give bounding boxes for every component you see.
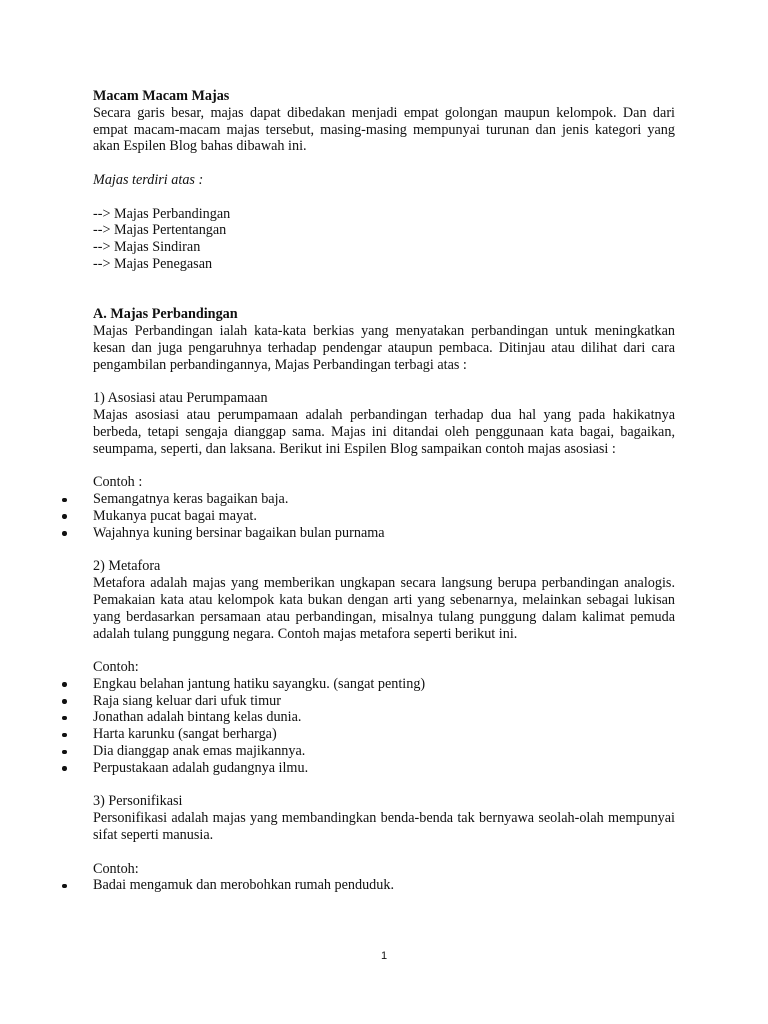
subsection-heading: 3) Personifikasi	[93, 793, 183, 810]
subsection-paragraph: Majas asosiasi atau perumpamaan adalah perbandingan terhadap dua hal yang pada hakikatnya berbeda, tetapi sengaja dianggap sama. Majas ini ditandai oleh penggunaan kata bagai, bagaikan, seumpama, seperti, dan laksana. Berikut ini Espilen Blog sampaikan contoh majas asosiasi :	[93, 407, 675, 457]
subsection-heading: 2) Metafora	[93, 558, 161, 575]
list-item	[93, 676, 675, 693]
list-item	[93, 525, 675, 542]
examples-label: Contoh :	[93, 474, 143, 491]
bullet-icon	[62, 531, 67, 536]
example-text: Semangatnya keras bagaikan baja.	[93, 491, 289, 508]
bullet-icon	[62, 733, 67, 738]
example-text: Perpustakaan adalah gudangnya ilmu.	[93, 759, 309, 776]
section-a-heading: A. Majas Perbandingan	[93, 306, 238, 323]
example-text: Engkau belahan jantung hatiku sayangku. (sangat penting)	[93, 675, 426, 692]
examples-label: Contoh:	[93, 659, 139, 676]
list-item	[93, 760, 675, 777]
example-text: Mukanya pucat bagai mayat.	[93, 507, 257, 524]
example-text: Raja siang keluar dari ufuk timur	[93, 692, 281, 709]
document-body	[93, 88, 675, 894]
bullet-icon	[62, 514, 67, 519]
subsection-heading: 1) Asosiasi atau Perumpamaan	[93, 390, 268, 407]
example-text: Wajahnya kuning bersinar bagaikan bulan purnama	[93, 524, 385, 541]
examples-list	[93, 676, 675, 777]
subsection-paragraph: Metafora adalah majas yang memberikan ungkapan secara langsung berupa perbandingan analogis. Pemakaian kata atau kelompok kata bukan dengan arti yang sebenarnya, melainkan sebagai lukisan yang berdasarkan persamaan atau perbandingan, misalnya tulang punggung dalam kalimat pemuda adalah tulang punggung negara. Contoh majas metafora seperti berikut ini.	[93, 575, 675, 642]
examples-list	[93, 877, 675, 894]
list-item	[93, 693, 675, 710]
list-item	[93, 491, 675, 508]
list-item	[93, 877, 675, 894]
majas-list-item: --> Majas Sindiran	[93, 239, 201, 256]
majas-list-item: --> Majas Perbandingan	[93, 205, 231, 222]
examples-list	[93, 491, 675, 541]
list-item	[93, 709, 675, 726]
example-text: Harta karunku (sangat berharga)	[93, 726, 277, 743]
bullet-icon	[62, 766, 67, 771]
example-text: Dia dianggap anak emas majikannya.	[93, 743, 306, 760]
bullet-icon	[62, 699, 67, 704]
bullet-icon	[62, 750, 67, 755]
document-title: Macam Macam Majas	[93, 88, 230, 104]
examples-label: Contoh:	[93, 860, 139, 877]
page-number: 1	[380, 950, 388, 962]
bullet-icon	[62, 716, 67, 721]
example-text: Badai mengamuk dan merobohkan rumah penduduk.	[93, 877, 395, 894]
subsection-paragraph: Personifikasi adalah majas yang membandingkan benda-benda tak bernyawa seolah-olah mempunyai sifat seperti manusia.	[93, 810, 675, 844]
list-item	[93, 726, 675, 743]
section-a-paragraph: Majas Perbandingan ialah kata-kata berkias yang menyatakan perbandingan untuk meningkatkan kesan dan juga pengaruhnya terhadap pendengar ataupun pembaca. Ditinjau atau dilihat dari cara pengambilan perbandingannya, Majas Perbandingan terbagi atas :	[93, 323, 675, 373]
list-item	[93, 508, 675, 525]
bullet-icon	[62, 498, 67, 503]
bullet-icon	[62, 682, 67, 687]
example-text: Jonathan adalah bintang kelas dunia.	[93, 709, 302, 726]
list-item	[93, 743, 675, 760]
majas-list-heading: Majas terdiri atas :	[93, 171, 204, 188]
bullet-icon	[62, 884, 67, 889]
intro-paragraph: Secara garis besar, majas dapat dibedakan menjadi empat golongan maupun kelompok. Dan dari empat macam-macam majas tersebut, masing-masing mempunyai turunan dan jenis kategori yang akan Espilen Blog bahas dibawah ini.	[93, 104, 675, 155]
majas-list-item: --> Majas Penegasan	[93, 255, 213, 272]
majas-list-item: --> Majas Pertentangan	[93, 222, 227, 239]
